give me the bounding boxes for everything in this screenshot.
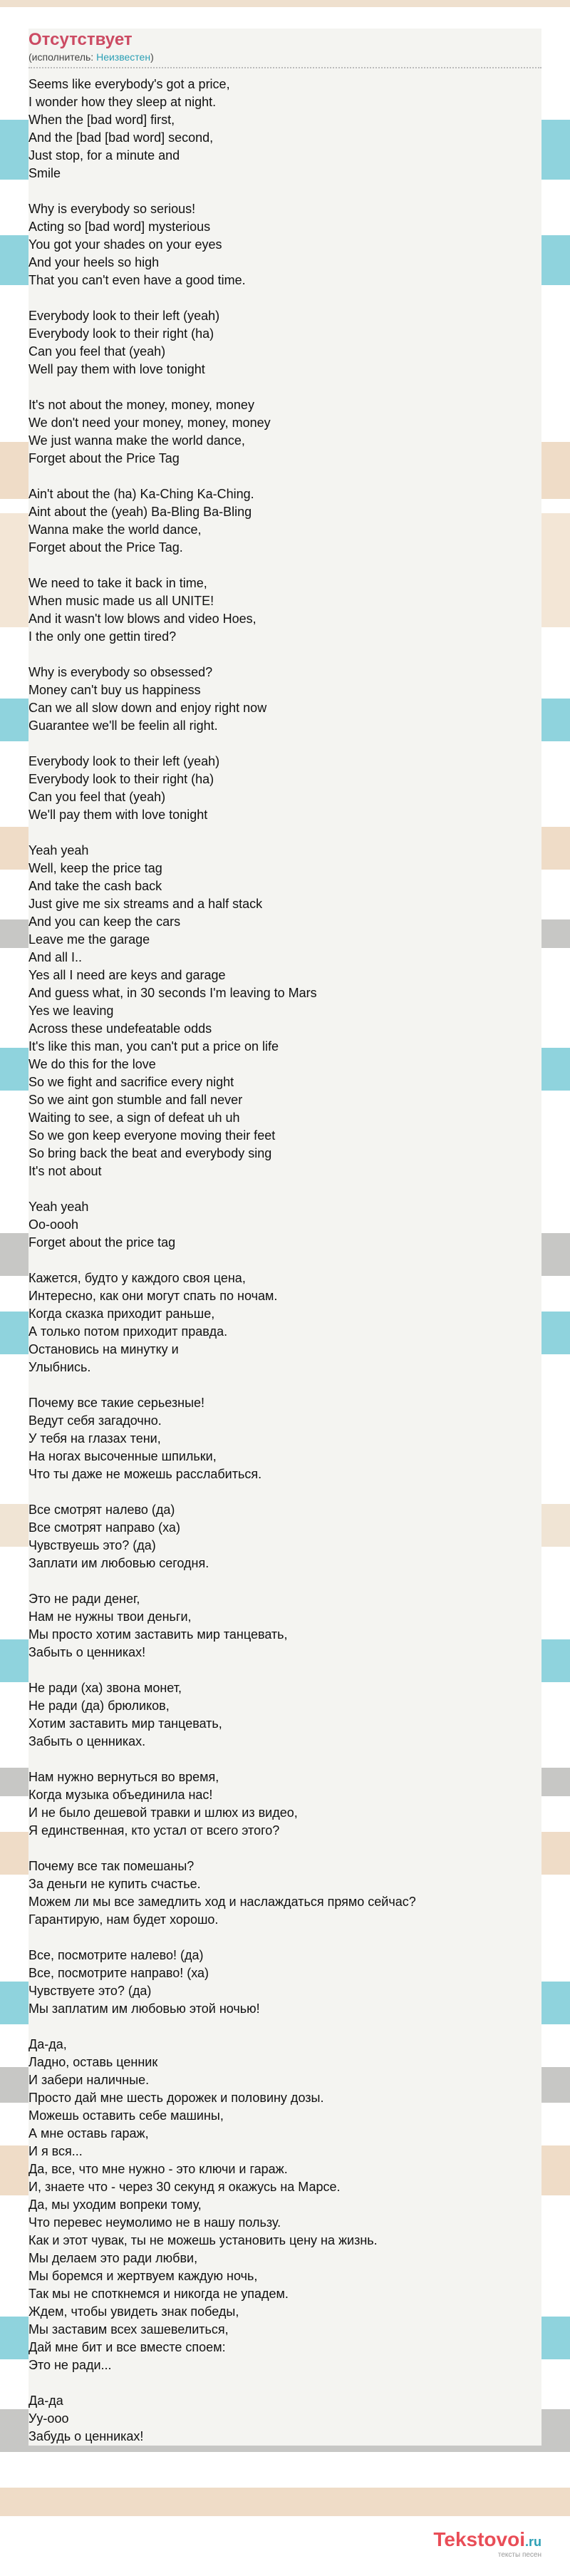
- logo-tagline: тексты песен: [497, 2551, 542, 2559]
- stripe: [0, 0, 570, 7]
- divider: [28, 67, 542, 68]
- artist-suffix: ): [150, 51, 154, 63]
- site-logo[interactable]: [433, 2529, 542, 2559]
- logo-text: Tekstovoi: [433, 2528, 525, 2550]
- logo-domain: .ru: [524, 2535, 542, 2549]
- artist-line: [28, 50, 542, 64]
- stripe: [0, 2488, 570, 2516]
- artist-prefix: (исполнитель:: [28, 51, 97, 63]
- lyrics-text: Seems like everybody's got a price, I wonder how they sleep at night. When the [bad word] first, And the [bad [bad word] second, Just stop, for a minute and Smile Why is everybody so serious! Acting so [bad word] mysterious You got your shades on your eyes And your heels so high That you can't even have a good time. Everybody look to their left (yeah) Everybody look to their right (ha) Can you feel that (yeah) Well pay them with love tonight It's not about the money, money, money We don't need your money, money, money We just wanna make the world dance, Forget about the Price Tag Ain't about the (ha) Ka-Ching Ka-Ching. Aint about the (yeah) Ba-Bling Ba-Bling Wanna make the world dance, Forget about the Price Tag. We need to take it back in time, When music made us all UNITE! And it wasn't low blows and video Hoes, I the only one gettin tired? Why is everybody so obsessed? Money can't buy us happiness Can we all slow down and enjoy right now Guarantee we'll be feelin all right. Everybody look to their left (yeah) Everybody look to their right (ha) Can you feel that (yeah) We'll pay them with love tonight Yeah yeah Well, keep the price tag And take the cash back Just give me six streams and a half stack And you can keep the cars Leave me the garage And all I.. Yes all I need are keys and garage And guess what, in 30 seconds I'm leaving to Mars Yes we leaving Across these undefeatable odds It's like this man, you can't put a price on life We do this for the love So we fight and sacrifice every night So we aint gon stumble and fall never Waiting to see, a sign of defeat uh uh So we gon keep everyone moving their feet So bring back the beat and everybody sing It's not about Yeah yeah Oo-oooh Forget about the price tag Кажется, будто у каждого своя цена, Интересно, как они могут спать по ночам. Когда сказка приходит раньше, А только потом приходит правда. Остановись на минутку и Улыбнись. Почему все такие серьезные! Ведут себя загадочно. У тебя на глазах тени, На ногах высоченные шпильки, Что ты даже не можешь расслабиться. Все смотрят налево (да) Все смотрят направо (ха) Чувствуешь это? (да) Заплати им любовью сегодня. Это не ради денег, Нам не нужны твои деньги, Мы просто хотим заставить мир танцевать, Забыть о ценниках! Не ради (ха) звона монет, Не ради (да) брюликов, Хотим заставить мир танцевать, Забыть о ценниках. Нам нужно вернуться во время, Когда музыка объединила нас! И не было дешевой травки и шлюх из видео, Я единственная, кто устал от всего этого? Почему все так помешаны? За деньги не купить счастье. Можем ли мы все замедлить ход и наслаждаться прямо сейчас? Гарантирую, нам будет хорошо. Все, посмотрите налево! (да) Все, посмотрите направо! (ха) Чувствуете это? (да) Мы заплатим им любовью этой ночью! Да-да, Ладно, оставь ценник И забери наличные. Просто дай мне шесть дорожек и половину дозы. Можешь оставить себе машины, А мне оставь гараж, И я вся... Да, все, что мне нужно - это ключи и гараж. И, знаете что - через 30 секунд я окажусь на Марсе. Да, мы уходим вопреки тому, Что перевес неумолимо не в нашу пользу. Как и этот чувак, ты не можешь установить цену на жизнь. Мы делаем это ради любви, Мы боремся и жертвуем каждую ночь, Так мы не споткнемся и никогда не упадем. Ждем, чтобы увидеть знак победы, Мы заставим всех зашевелиться, Дай мне бит и все вместе споем: Это не ради... Да-да Уу-ооо Забудь о ценниках!: [28, 77, 416, 2443]
- logo-wordmark: [433, 2529, 542, 2552]
- artist-link[interactable]: Неизвестен: [96, 51, 151, 63]
- lyrics-card: [28, 29, 542, 2446]
- page-title: Отсутствует: [28, 30, 133, 49]
